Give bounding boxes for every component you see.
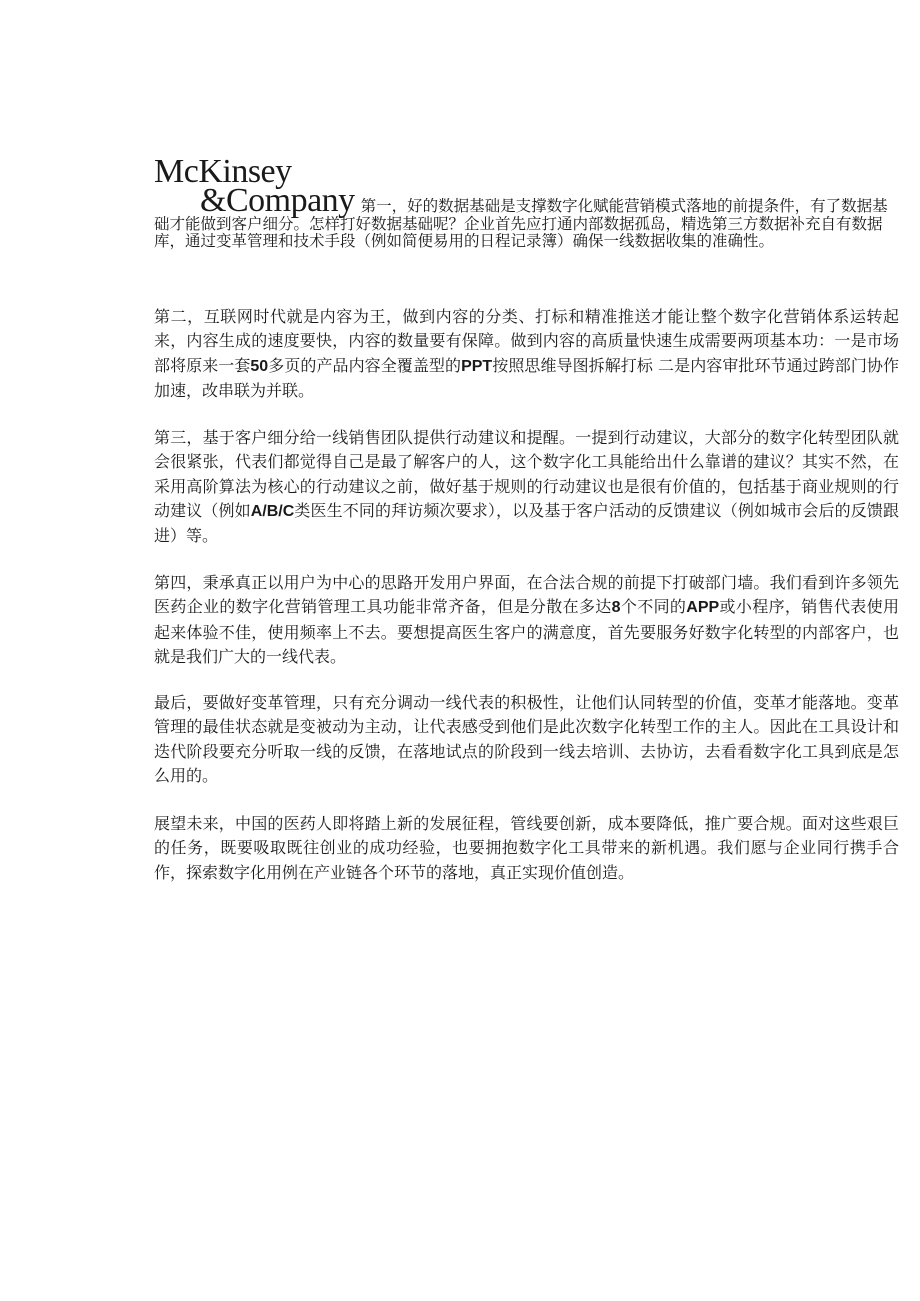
paragraph-1-text: 第一，好的数据基础是支撑数字化赋能营销模式落地的前提条件，有了数据基础才能做到客户细分。怎样打好数据基础呢？企业首先应打通内部数据孤岛，精选第三方数据补充自有数据库，通过变革管理和技术手段（例如简便易用的日程记录簿）确保一线数据收集的准确性。 [154, 197, 888, 250]
paragraph-4 [154, 571, 899, 669]
paragraph-4-bold-number: 8 [611, 599, 621, 617]
paragraph-2-text-a: 第二，互联网时代就是内容为王，做到内容的分类、打标和精准推送才能让整个数字化营销体系运转起来，内容生成的速度要快，内容的数量要有保障。做到内容的高质量快速生成需要两项基本功：一是市场部将原来一套 [154, 307, 899, 375]
paragraph-3-text-c: 类医生不同的拜访频次要求），以及基于客户活动的反馈建议（例如城市会后的反馈跟进）等。 [154, 500, 899, 546]
paragraph-2-text-c: 多页的产品内容全覆盖型的 [268, 355, 462, 375]
paragraph-2-text-d: 按照思维导图拆解打标 二是内容审批环节通过跨部门协作加速，改串联为并联。 [154, 355, 899, 400]
paragraph-3-text-a: 第三，基于客户细分给一线销售团队提供行动建议和提醒。一提到行动建议，大部分的数字化转型团队就会很紧张，代表们都觉得自己是最了解客户的人，这个数字化工具能给出什么靠谱的建议？其实不然，在采用高阶算法为核心的行动建议之前，做好基于规则的行动建议也是很有价值的，包括基于商业规则的行动建议（例如 [154, 428, 899, 520]
paragraph-1 [154, 182, 894, 250]
paragraph-3-bold-abc: A/B/C [250, 502, 295, 520]
paragraph-2 [154, 305, 899, 403]
paragraph-6: 展望未来，中国的医药人即将踏上新的发展征程，管线要创新，成本要降低，推广要合规。面对这些艰巨的任务，既要吸取既往创业的成功经验，也要拥抱数字化工具带来的新机遇。我们愿与企业同行携手合作，探索数字化用例在产业链各个环节的落地，真正实现价值创造。 [154, 814, 899, 882]
paragraph-4-text-c: 个不同的 [620, 597, 687, 617]
paragraph-5: 最后，要做好变革管理，只有充分调动一线代表的积极性，让他们认同转型的价值，变革才能落地。变革管理的最佳状态就是变被动为主动，让代表感受到他们是此次数字化转型工作的主人。因此在工具设计和迭代阶段要充分听取一线的反馈，在落地试点的阶段到一线去培训、去协访，去看看数字化工具到底是怎么用的。 [154, 693, 899, 785]
paragraph-4-text-d: 或小程序，销售代表使用起来体验不佳，使用频率上不去。要想提高医生客户的满意度，首先要服务好数字化转型的内部客户，也就是我们广大的一线代表。 [154, 597, 899, 666]
logo-mckinsey: McKinsey [154, 153, 292, 190]
paragraph-4-text-a: 第四，秉承真正以用户为中心的思路开发用户界面，在合法合规的前提下打破部门墙。我们看到许多领先医药企业的数字化营销管理工具功能非常齐备，但是分散在多达 [154, 573, 899, 617]
paragraph-2-bold-number: 50 [250, 357, 269, 375]
paragraph-4-bold-app: APP [686, 599, 720, 617]
logo-company: &Company [200, 182, 355, 219]
paragraph-2-bold-ppt: PPT [461, 357, 493, 375]
paragraph-3 [154, 426, 899, 548]
